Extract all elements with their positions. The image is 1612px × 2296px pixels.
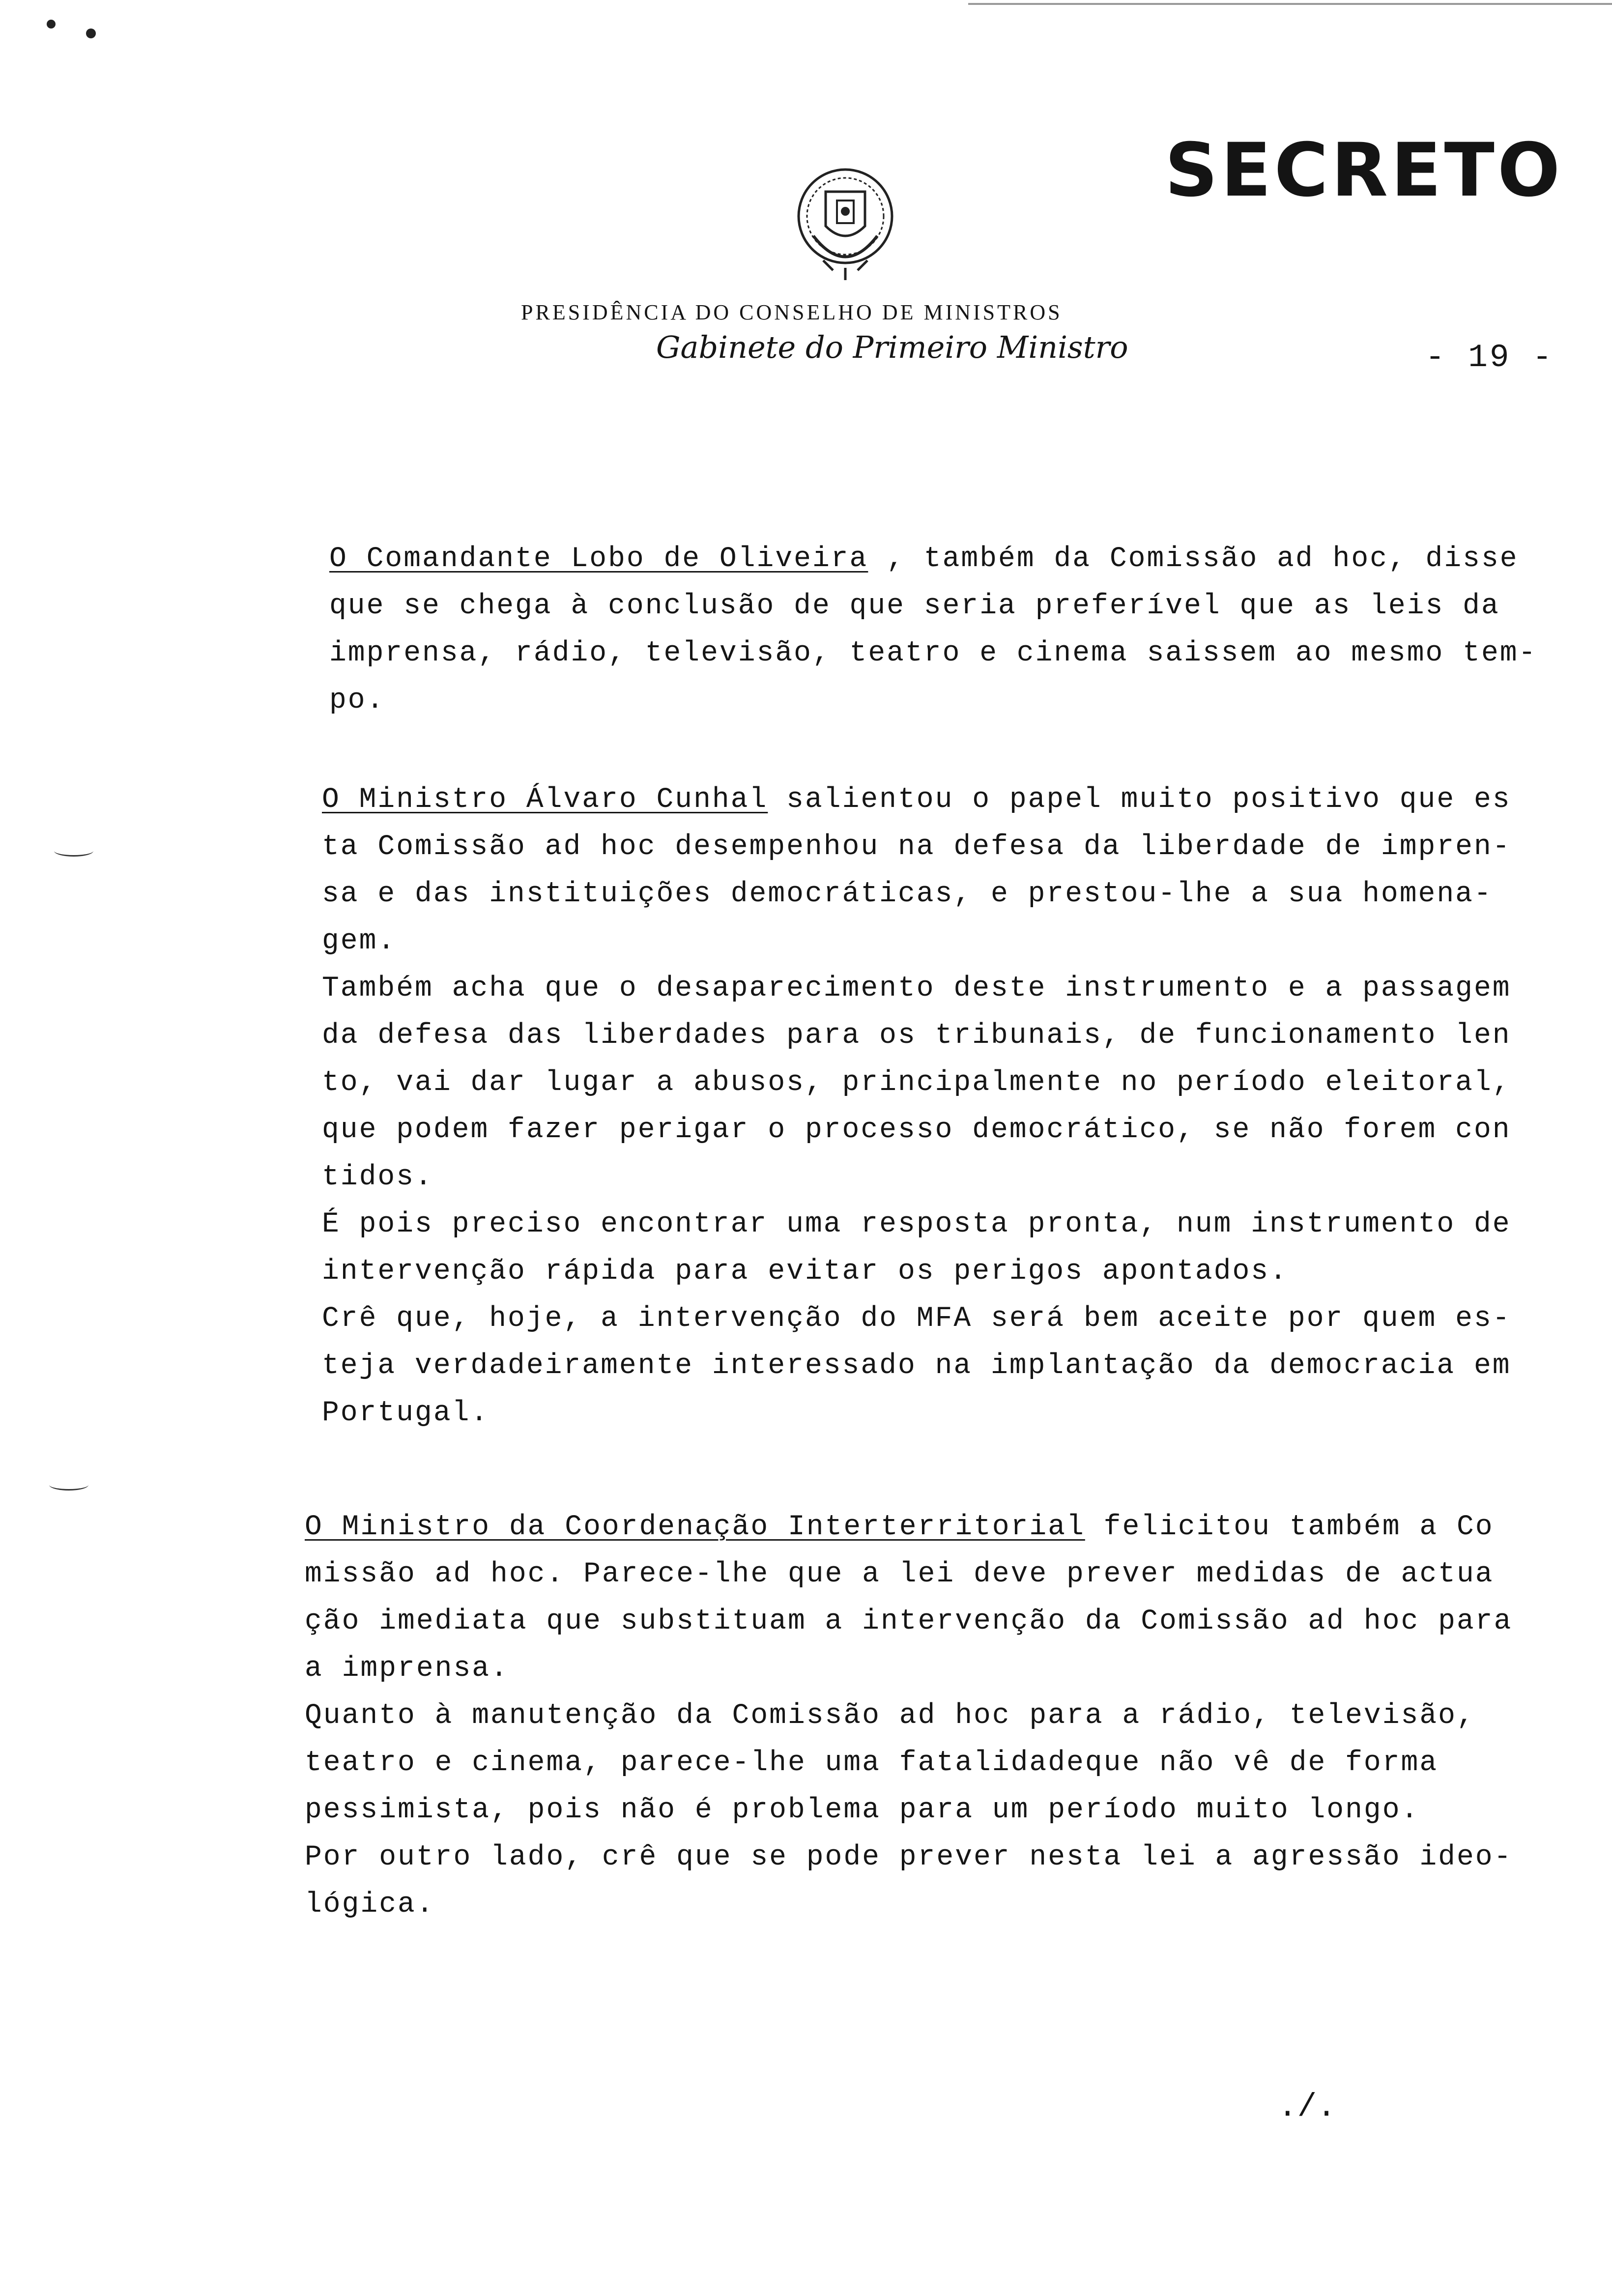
paragraph-line: Quanto à manutenção da Comissão ad hoc para a rádio, televisão, bbox=[305, 1700, 1475, 1732]
margin-mark bbox=[54, 845, 93, 857]
paragraph-coordenacao-interterritorial bbox=[305, 1504, 1512, 1928]
paragraph-line: lógica. bbox=[305, 1889, 435, 1921]
paragraph-line: É pois preciso encontrar uma resposta pronta, num instrumento de bbox=[322, 1208, 1511, 1240]
paragraph-alvaro-cunhal bbox=[322, 776, 1511, 1437]
continuation-mark: ./. bbox=[1278, 2089, 1336, 2125]
coat-of-arms-seal-icon bbox=[779, 162, 912, 285]
paragraph-line: felicitou também a Co bbox=[1085, 1511, 1494, 1543]
top-edge-line bbox=[968, 3, 1612, 5]
page-number: - 19 - bbox=[1425, 339, 1554, 376]
paragraph-line: da defesa das liberdades para os tribunais, de funcionamento len bbox=[322, 1020, 1511, 1052]
paragraph-lobo-de-oliveira bbox=[329, 536, 1537, 724]
paragraph-line: sa e das instituições democráticas, e prestou-lhe a sua homena- bbox=[322, 878, 1493, 910]
paragraph-line: missão ad hoc. Parece-lhe que a lei deve prever medidas de actua bbox=[305, 1558, 1494, 1590]
margin-mark bbox=[49, 1479, 88, 1491]
paragraph-line: po. bbox=[329, 685, 385, 717]
paragraph-line: teja verdadeiramente interessado na implantação da democracia em bbox=[322, 1350, 1511, 1382]
classification-stamp: SECRETO bbox=[1165, 128, 1563, 213]
paragraph-line: gem. bbox=[322, 925, 397, 957]
speaker-name: O Ministro Álvaro Cunhal bbox=[322, 784, 768, 816]
paragraph-line: intervenção rápida para evitar os perigos apontados. bbox=[322, 1256, 1288, 1288]
paragraph-line: ção imediata que substituam a intervenção da Comissão ad hoc para bbox=[305, 1606, 1513, 1637]
paragraph-line: pessimista, pois não é problema para um período muito longo. bbox=[305, 1794, 1420, 1826]
speaker-name: O Comandante Lobo de Oliveira bbox=[329, 543, 868, 575]
speaker-name: O Ministro da Coordenação Interterritorial bbox=[305, 1511, 1085, 1543]
paragraph-line: salientou o papel muito positivo que es bbox=[768, 784, 1511, 816]
paragraph-line: que se chega à conclusão de que seria preferível que as leis da bbox=[329, 590, 1500, 622]
paragraph-line: Portugal. bbox=[322, 1397, 489, 1429]
paragraph-line: teatro e cinema, parece-lhe uma fatalidadeque não vê de forma bbox=[305, 1747, 1439, 1779]
ink-speck bbox=[86, 29, 96, 38]
paragraph-line: que podem fazer perigar o processo democrático, se não forem con bbox=[322, 1114, 1511, 1146]
paragraph-line: Por outro lado, crê que se pode prever nesta lei a agressão ideo- bbox=[305, 1841, 1513, 1873]
paragraph-line: Também acha que o desaparecimento deste instrumento e a passagem bbox=[322, 973, 1511, 1004]
paragraph-line: ta Comissão ad hoc desempenhou na defesa da liberdade de impren- bbox=[322, 831, 1511, 863]
letterhead-office: Gabinete do Primeiro Ministro bbox=[656, 329, 1128, 365]
paragraph-line: tidos. bbox=[322, 1161, 433, 1193]
paragraph-line: a imprensa. bbox=[305, 1653, 509, 1685]
ink-speck bbox=[47, 20, 56, 29]
paragraph-line: to, vai dar lugar a abusos, principalmente no período eleitoral, bbox=[322, 1067, 1511, 1099]
paragraph-line: , também da Comissão ad hoc, disse bbox=[868, 543, 1519, 575]
paragraph-line: Crê que, hoje, a intervenção do MFA será bem aceite por quem es- bbox=[322, 1303, 1511, 1335]
paragraph-line: imprensa, rádio, televisão, teatro e cinema saissem ao mesmo tem- bbox=[329, 637, 1537, 669]
letterhead-organization: PRESIDÊNCIA DO CONSELHO DE MINISTROS bbox=[521, 300, 1063, 324]
